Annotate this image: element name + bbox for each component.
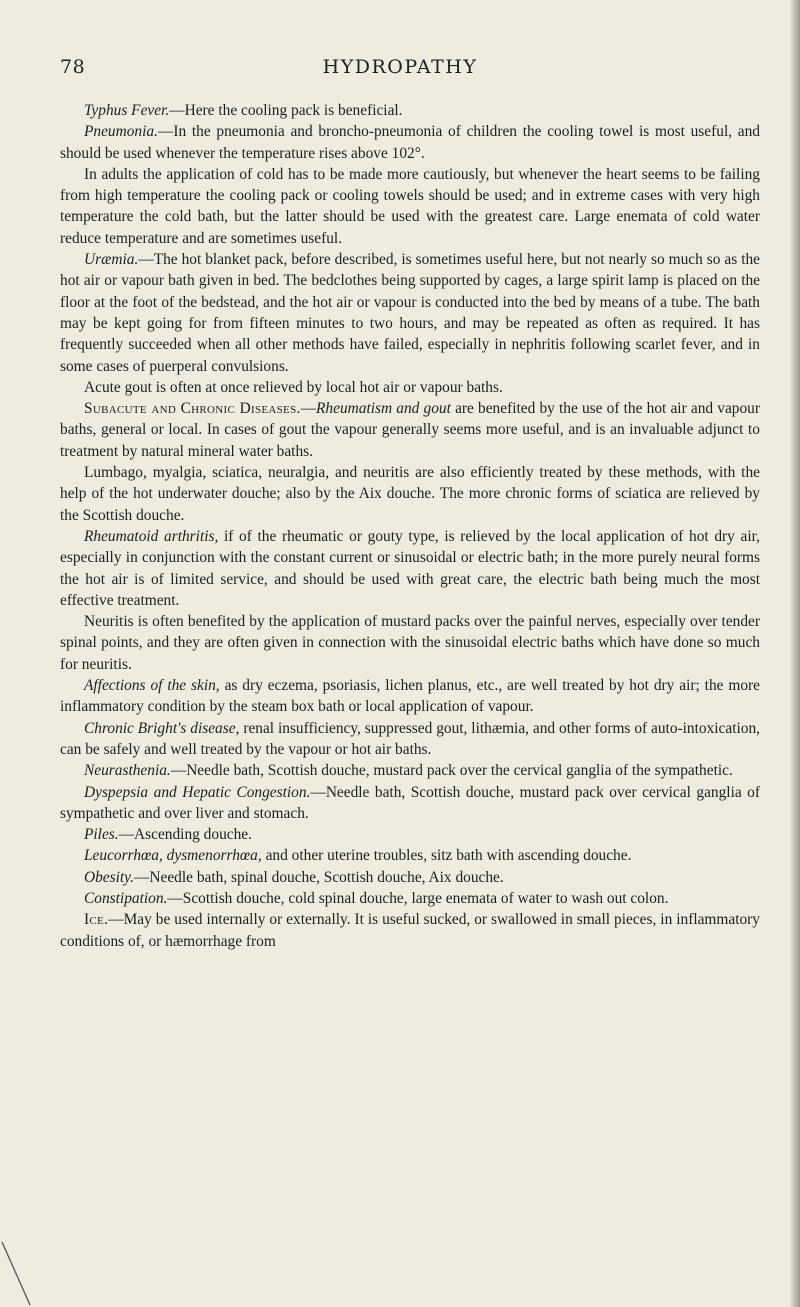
page-edge-shadow [790, 0, 800, 1307]
paragraph-leucorrhoea: Leucorrhœa, dysmenorrhœa, and other uterine troubles, sitz bath with ascending douche. [84, 847, 632, 865]
lead-obesity: Obesity. [84, 868, 135, 886]
lead-neurasthenia: Neurasthenia. [84, 762, 171, 780]
rheumatism-gout: Rheumatism and gout [316, 400, 451, 418]
paragraph-adults: In adults the application of cold has to be made more cautiously, but whenever the heart seems to be failing from high temperature the cooling pack or cooling towels should be used; and in extreme cases with very high temperature the cold bath, but the latter should be used with the greatest care. Large enemata of cold water reduce temperature and are sometimes useful. [60, 165, 760, 247]
paragraph-acute-gout: Acute gout is often at once relieved by local hot air or vapour baths. [84, 378, 503, 396]
body-text [60, 100, 760, 952]
paragraph-lumbago: Lumbago, myalgia, sciatica, neuralgia, and neuritis are also efficiently treated by these methods, with the help of the hot underwater douche; also by the Aix douche. The more chronic forms of sciatica are relieved by the Scottish douche. [60, 464, 760, 524]
paragraph-uraemia: Uræmia.—The hot blanket pack, before described, is sometimes useful here, but not nearly so much so as the hot air or vapour bath given in bed. The bedclothes being supported by cages, a large spirit lamp is placed on the floor at the foot of the bedstead, and the hot air or vapour is conducted into the bed by means of a tube. The bath may be kept going for from fifteen minutes to two hours, and may be repeated as often as required. It has frequently succeeded when all other methods have failed, especially in nephritis following scarlet fever, and in some cases of puerperal convulsions. [60, 251, 760, 375]
paragraph-obesity: Obesity.—Needle bath, spinal douche, Scottish douche, Aix douche. [84, 868, 504, 886]
page-header [0, 56, 800, 80]
lead-leucorrhoea: Leucorrhœa, dysmenorrhœa, [84, 847, 262, 865]
page-fold-mark [0, 1237, 40, 1307]
lead-constipation: Constipation. [84, 889, 168, 907]
lead-piles: Piles. [84, 826, 119, 844]
lead-typhus: Typhus Fever. [84, 102, 170, 119]
paragraph-neuritis: Neuritis is often benefited by the application of mustard packs over the painful nerves, especially over tender spinal points, and they are often given in connection with the sinusoidal electric baths which have done so much for neuritis. [60, 613, 760, 673]
paragraph-rheumatoid: Rheumatoid arthritis, if of the rheumatic or gouty type, is relieved by the local application of hot dry air, especially in conjunction with the constant current or sinusoidal or electric bath; in the more purely neural forms the hot air is of limited service, and should be used with great care, the electric bath being much the most effective treatment. [60, 527, 760, 609]
paragraph-constipation: Constipation.—Scottish douche, cold spinal douche, large enemata of water to wash out colon. [84, 889, 669, 907]
lead-pneumonia: Pneumonia. [84, 123, 158, 141]
lead-dyspepsia: Dyspepsia and Hepatic Congestion. [84, 783, 311, 801]
page-number: 78 [60, 56, 86, 78]
lead-ice: Ice. [84, 911, 109, 929]
lead-brights: Chronic Bright's disease, [84, 719, 240, 737]
paragraph-dyspepsia: Dyspepsia and Hepatic Congestion.—Needle bath, Scottish douche, mustard pack over cervical ganglia of sympathetic and over liver and stomach. [60, 783, 760, 822]
lead-uraemia: Uræmia. [84, 251, 139, 269]
paragraph-pneumonia: Pneumonia.—In the pneumonia and broncho-pneumonia of children the cooling towel is most useful, and should be used whenever the temperature rises above 102°. [60, 123, 760, 162]
paragraph-skin: Affections of the skin, as dry eczema, psoriasis, lichen planus, etc., are well treated by hot dry air; the more inflammatory condition by the steam box bath or local application of vapour. [60, 677, 761, 716]
paragraph-subacute: Subacute and Chronic Diseases.—Rheumatism and gout are benefited by the use of the hot air and vapour baths, general or local. In cases of gout the vapour generally seems more useful, and is an invaluable adjunct to treatment by natural mineral water baths. [60, 400, 760, 460]
paragraph-piles: Piles.—Ascending douche. [84, 826, 252, 844]
lead-subacute: Subacute and Chronic Diseases. [84, 400, 301, 418]
paragraph-ice: Ice.—May be used internally or externally. It is useful sucked, or swallowed in small pieces, in inflammatory conditions of, or hæmorrhage from [60, 911, 760, 950]
paragraph-brights: Chronic Bright's disease, renal insufficiency, suppressed gout, lithæmia, and other forms of auto-intoxication, can be safely and well treated by the vapour or hot air baths. [60, 719, 761, 758]
running-title: HYDROPATHY [322, 56, 478, 78]
lead-skin: Affections of the skin, [84, 677, 220, 695]
paragraph-typhus: Typhus Fever.—Here the cooling pack is beneficial. [84, 102, 403, 119]
paragraph-neurasthenia: Neurasthenia.—Needle bath, Scottish douche, mustard pack over the cervical ganglia of the sympathetic. [84, 762, 733, 780]
lead-rheumatoid: Rheumatoid arthritis, [84, 527, 219, 545]
